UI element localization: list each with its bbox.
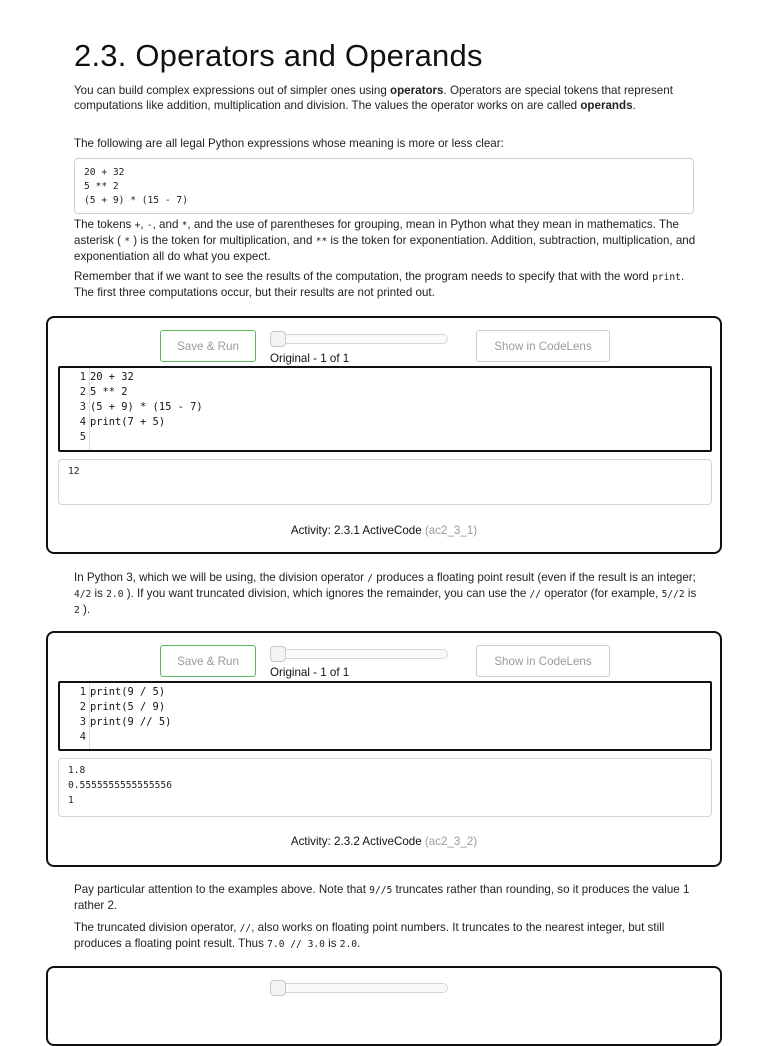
line-number: 4 [79,731,86,743]
example-code-block [74,158,694,214]
inline-code: 2 [74,605,80,616]
code-line[interactable]: print(9 // 5) [90,716,172,728]
line-number: 3 [79,401,86,413]
output-line: 1.8 [68,765,86,776]
text: is [91,587,107,600]
code-editor[interactable] [58,681,712,751]
text: In Python 3, which we will be using, the division operator [74,571,368,584]
line-number: 2 [79,701,86,713]
print-paragraph [74,269,698,300]
code-line[interactable]: print(9 / 5) [90,686,166,698]
inline-code: / [367,573,374,584]
version-slider[interactable] [270,983,448,993]
text: The truncated division operator, [74,921,240,934]
page-title: 2.3. Operators and Operands [74,38,483,73]
inline-code: * [181,220,188,231]
line-number: 2 [79,386,86,398]
inline-code: print [652,272,681,283]
text: . Operators are special tokens that represent computations like addition, multiplication and division. The values the operator works on are called [74,84,673,112]
code-editor[interactable] [58,366,712,452]
inline-code: 2.0 [106,589,124,600]
line-number: 4 [79,416,86,428]
activecode-2 [46,631,722,867]
inline-code: 2.0 [339,939,358,950]
caption-text: Activity: 2.3.1 ActiveCode [290,524,422,537]
text: You can build complex expressions out of simpler ones using [74,84,391,97]
show-codelens-button[interactable]: Show in CodeLens [476,645,610,677]
output-line: 0.5555555555555556 [68,780,172,791]
activity-caption [48,524,720,537]
inline-code: 4/2 [74,589,92,600]
version-slider[interactable] [270,649,448,659]
line-number-gutter [60,683,90,749]
version-label: Original - 1 of 1 [270,666,350,679]
text: , [140,218,147,231]
text: . [357,937,361,950]
text: , and the use of parentheses for grouping, mean in Python what they mean in mathematics. The asterisk ( [74,218,679,247]
code-line: 5 ** 2 [84,181,119,192]
save-run-button[interactable]: Save & Run [160,645,256,677]
inline-code: 7.0 // 3.0 [267,939,325,950]
line-number: 5 [79,431,86,443]
code-line[interactable]: print(7 + 5) [90,416,166,428]
line-number: 3 [79,716,86,728]
attention-paragraph [74,882,698,913]
code-line[interactable]: print(5 / 9) [90,701,166,713]
term-operands: operands [580,99,633,112]
text: ). [79,603,91,616]
slider-handle[interactable] [270,331,286,347]
text: . The first three computations occur, but their results are not printed out. [74,270,685,299]
caption-id: (ac2_3_1) [424,524,478,537]
text: is [324,937,340,950]
inline-code: 5//2 [661,589,685,600]
intro-paragraph [74,83,698,113]
tokens-paragraph [74,217,698,264]
text: ) is the token for multiplication, and [130,234,316,247]
inline-code: * [124,236,131,247]
text: , and [152,218,182,231]
slider-handle[interactable] [270,646,286,662]
text: truncates rather than rounding, so it produces the value 1 rather 2. [74,883,690,912]
text: is the token for exponentiation. Addition, subtraction, multiplication, and exponentiation all do what you expect. [74,234,696,263]
version-label: Original - 1 of 1 [270,352,350,365]
code-line[interactable]: 20 + 32 [90,371,134,383]
term-operators: operators [390,84,444,97]
float-truncation-paragraph [74,920,698,952]
text: is [684,587,697,600]
slider-handle[interactable] [270,980,286,996]
text: produces a floating point result (even if the result is an integer; [373,571,696,584]
text: operator (for example, [541,587,662,600]
code-line: (5 + 9) * (15 - 7) [84,195,188,206]
output-panel [58,459,712,505]
inline-code: - [146,220,153,231]
text: Remember that if we want to see the results of the computation, the program needs to specify that with the word [74,270,653,283]
legal-expressions-paragraph: The following are all legal Python expressions whose meaning is more or less clear: [74,137,504,150]
division-paragraph [74,570,698,618]
text: , also works on floating point numbers. It truncates to the nearest integer, but still produces a floating point result. Thus [74,921,665,950]
save-run-button[interactable]: Save & Run [160,330,256,362]
inline-code: + [134,220,141,231]
show-codelens-button[interactable]: Show in CodeLens [476,330,610,362]
output-line: 1 [68,795,74,806]
text: ). If you want truncated division, which ignores the remainder, you can use the [123,587,530,600]
activecode-3 [46,966,722,1046]
version-slider[interactable] [270,334,448,344]
activecode-1 [46,316,722,554]
inline-code: ** [315,236,328,247]
inline-code: 9//5 [369,885,393,896]
line-number: 1 [79,686,86,698]
line-number-gutter [60,368,90,450]
code-line: 20 + 32 [84,167,125,178]
output-panel [58,758,712,817]
line-number: 1 [79,371,86,383]
code-line[interactable]: 5 ** 2 [90,386,128,398]
activity-caption [48,835,720,848]
output-line: 12 [68,466,80,477]
caption-text: Activity: 2.3.2 ActiveCode [290,835,422,848]
text: . [632,99,636,112]
inline-code: // [529,589,542,600]
code-line[interactable]: (5 + 9) * (15 - 7) [90,401,203,413]
caption-id: (ac2_3_2) [424,835,478,848]
text: The tokens [74,218,135,231]
text: Pay particular attention to the examples above. Note that [74,883,370,896]
inline-code: // [239,923,252,934]
